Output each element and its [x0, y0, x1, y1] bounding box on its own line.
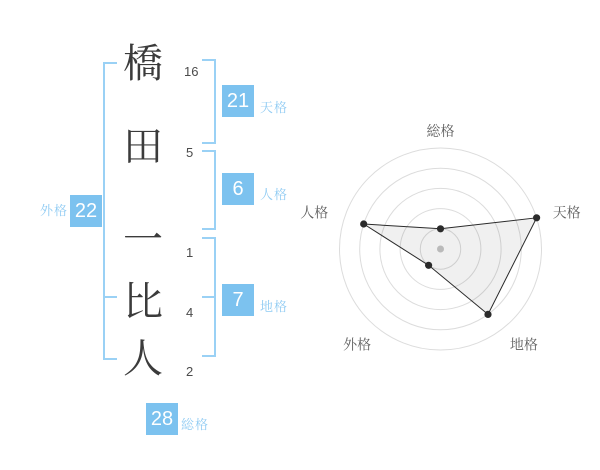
name-char-3: 一: [123, 218, 163, 262]
jinkaku-bracket: [202, 150, 216, 230]
soukaku-value-box: 28: [146, 403, 178, 435]
radar-axis-label-総格: 総格: [426, 123, 455, 139]
radar-point-天格: [533, 214, 540, 221]
gaikaku-bracket: [103, 62, 117, 360]
radar-data-polygon: [364, 218, 537, 315]
tenkaku-label: 天格: [260, 100, 289, 115]
gaikaku-value-box: 22: [70, 195, 102, 227]
radar-svg: [300, 100, 595, 365]
tenkaku-bracket: [202, 59, 216, 144]
radar-point-総格: [437, 225, 444, 232]
fortune-radar-chart: [300, 100, 595, 365]
radar-axis-label-外格: 外格: [343, 336, 372, 353]
radar-point-地格: [484, 311, 491, 318]
radar-axis-label-人格: 人格: [300, 204, 329, 221]
soukaku-label: 総格: [181, 417, 210, 432]
stroke-count-1: 16: [184, 64, 199, 79]
stroke-count-2: 5: [186, 145, 194, 160]
radar-point-外格: [425, 262, 432, 269]
radar-point-人格: [360, 220, 367, 227]
stroke-count-4: 4: [186, 305, 194, 320]
name-char-2: 田: [123, 125, 163, 169]
radar-axis-label-地格: 地格: [509, 336, 538, 353]
chikaku-label: 地格: [260, 299, 289, 314]
jinkaku-label: 人格: [260, 187, 289, 202]
tenkaku-value-box: 21: [222, 85, 254, 117]
name-char-4: 比: [123, 280, 163, 324]
name-char-1: 橋: [123, 42, 163, 86]
chikaku-value-box: 7: [222, 284, 254, 316]
gaikaku-label: 外格: [40, 203, 69, 218]
jinkaku-value-box: 6: [222, 173, 254, 205]
gaikaku-bracket-tick: [105, 296, 117, 298]
stroke-count-3: 1: [186, 245, 194, 260]
chikaku-bracket-tick: [202, 296, 214, 298]
name-char-5: 人: [123, 337, 163, 381]
radar-axis-label-天格: 天格: [552, 204, 581, 221]
stroke-count-5: 2: [186, 364, 194, 379]
